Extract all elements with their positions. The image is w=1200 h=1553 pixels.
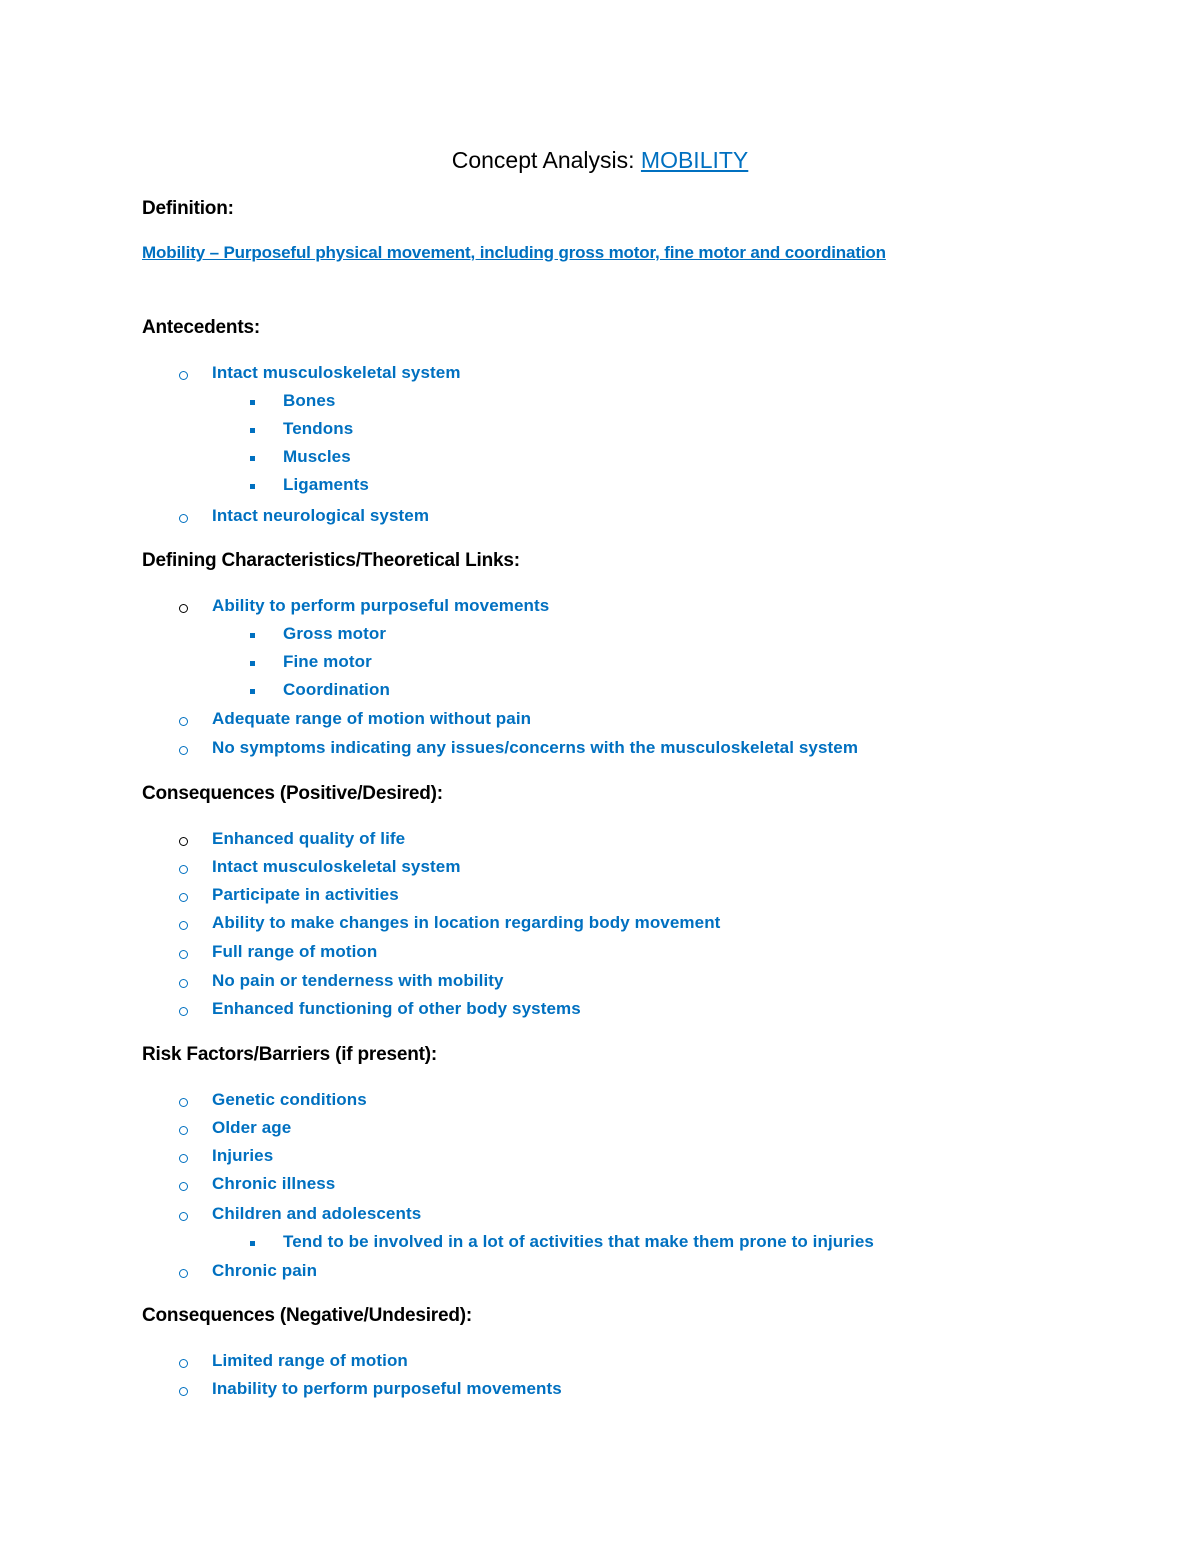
circle-bullet-icon: [178, 1259, 192, 1285]
antecedents-heading: Antecedents:: [142, 317, 260, 338]
risk-factors-heading: Risk Factors/Barriers (if present):: [142, 1044, 437, 1065]
risk-factor-item: Children and adolescents: [212, 1204, 422, 1223]
circle-bullet-icon: [178, 911, 192, 937]
circle-bullet-icon: [178, 855, 192, 881]
characteristic-subitem: Fine motor: [283, 652, 372, 671]
positive-consequence-item: No pain or tenderness with mobility: [212, 971, 504, 990]
definition-text: Mobility – Purposeful physical movement, including gross motor, fine motor and coordination: [142, 243, 886, 262]
page-title: [0, 143, 1200, 177]
circle-bullet-icon: [178, 1144, 192, 1170]
square-bullet-icon: [250, 473, 256, 499]
positive-consequence-item: Full range of motion: [212, 942, 378, 961]
circle-bullet-icon: [178, 707, 192, 733]
square-bullet-icon: [250, 650, 256, 676]
title-prefix: Concept Analysis:: [451, 147, 641, 173]
consequences-positive-heading: Consequences (Positive/Desired):: [142, 783, 443, 804]
antecedent-subitem: Bones: [283, 391, 336, 410]
risk-factor-item: Injuries: [212, 1146, 274, 1165]
circle-bullet-icon: [178, 1088, 192, 1114]
antecedent-subitem: Ligaments: [283, 475, 369, 494]
characteristic-item: No symptoms indicating any issues/concerns with the musculoskeletal system: [212, 738, 859, 757]
definition-heading: Definition:: [142, 198, 234, 219]
circle-bullet-icon: [178, 504, 192, 530]
antecedent-item: Intact neurological system: [212, 506, 430, 525]
circle-bullet-icon: [178, 594, 192, 620]
consequences-negative-heading: Consequences (Negative/Undesired):: [142, 1305, 473, 1326]
antecedent-item: Intact musculoskeletal system: [212, 363, 461, 382]
circle-bullet-icon: [178, 997, 192, 1023]
characteristic-item: Adequate range of motion without pain: [212, 709, 532, 728]
circle-bullet-icon: [178, 736, 192, 762]
circle-bullet-icon: [178, 969, 192, 995]
positive-consequence-item: Enhanced functioning of other body systems: [212, 999, 581, 1018]
circle-bullet-icon: [178, 883, 192, 909]
characteristic-item: Ability to perform purposeful movements: [212, 596, 550, 615]
characteristic-subitem: Coordination: [283, 680, 390, 699]
circle-bullet-icon: [178, 940, 192, 966]
negative-consequence-item: Inability to perform purposeful movements: [212, 1379, 562, 1398]
defining-characteristics-heading: Defining Characteristics/Theoretical Links:: [142, 550, 520, 571]
risk-factor-item: Chronic pain: [212, 1261, 318, 1280]
risk-factor-item: Chronic illness: [212, 1174, 336, 1193]
antecedent-subitem: Muscles: [283, 447, 351, 466]
square-bullet-icon: [250, 417, 256, 443]
risk-factor-subitem: Tend to be involved in a lot of activities that make them prone to injuries: [283, 1232, 874, 1251]
square-bullet-icon: [250, 389, 256, 415]
risk-factor-item: Older age: [212, 1118, 292, 1137]
circle-bullet-icon: [178, 1202, 192, 1228]
characteristic-subitem: Gross motor: [283, 624, 387, 643]
positive-consequence-item: Enhanced quality of life: [212, 829, 406, 848]
title-topic: MOBILITY: [640, 147, 749, 173]
circle-bullet-icon: [178, 361, 192, 387]
square-bullet-icon: [250, 622, 256, 648]
risk-factor-item: Genetic conditions: [212, 1090, 367, 1109]
negative-consequence-item: Limited range of motion: [212, 1351, 408, 1370]
positive-consequence-item: Intact musculoskeletal system: [212, 857, 461, 876]
circle-bullet-icon: [178, 1172, 192, 1198]
square-bullet-icon: [250, 1230, 256, 1256]
antecedent-subitem: Tendons: [283, 419, 354, 438]
circle-bullet-icon: [178, 827, 192, 853]
circle-bullet-icon: [178, 1349, 192, 1375]
square-bullet-icon: [250, 445, 256, 471]
circle-bullet-icon: [178, 1116, 192, 1142]
positive-consequence-item: Participate in activities: [212, 885, 399, 904]
square-bullet-icon: [250, 678, 256, 704]
circle-bullet-icon: [178, 1377, 192, 1403]
positive-consequence-item: Ability to make changes in location regarding body movement: [212, 913, 721, 932]
